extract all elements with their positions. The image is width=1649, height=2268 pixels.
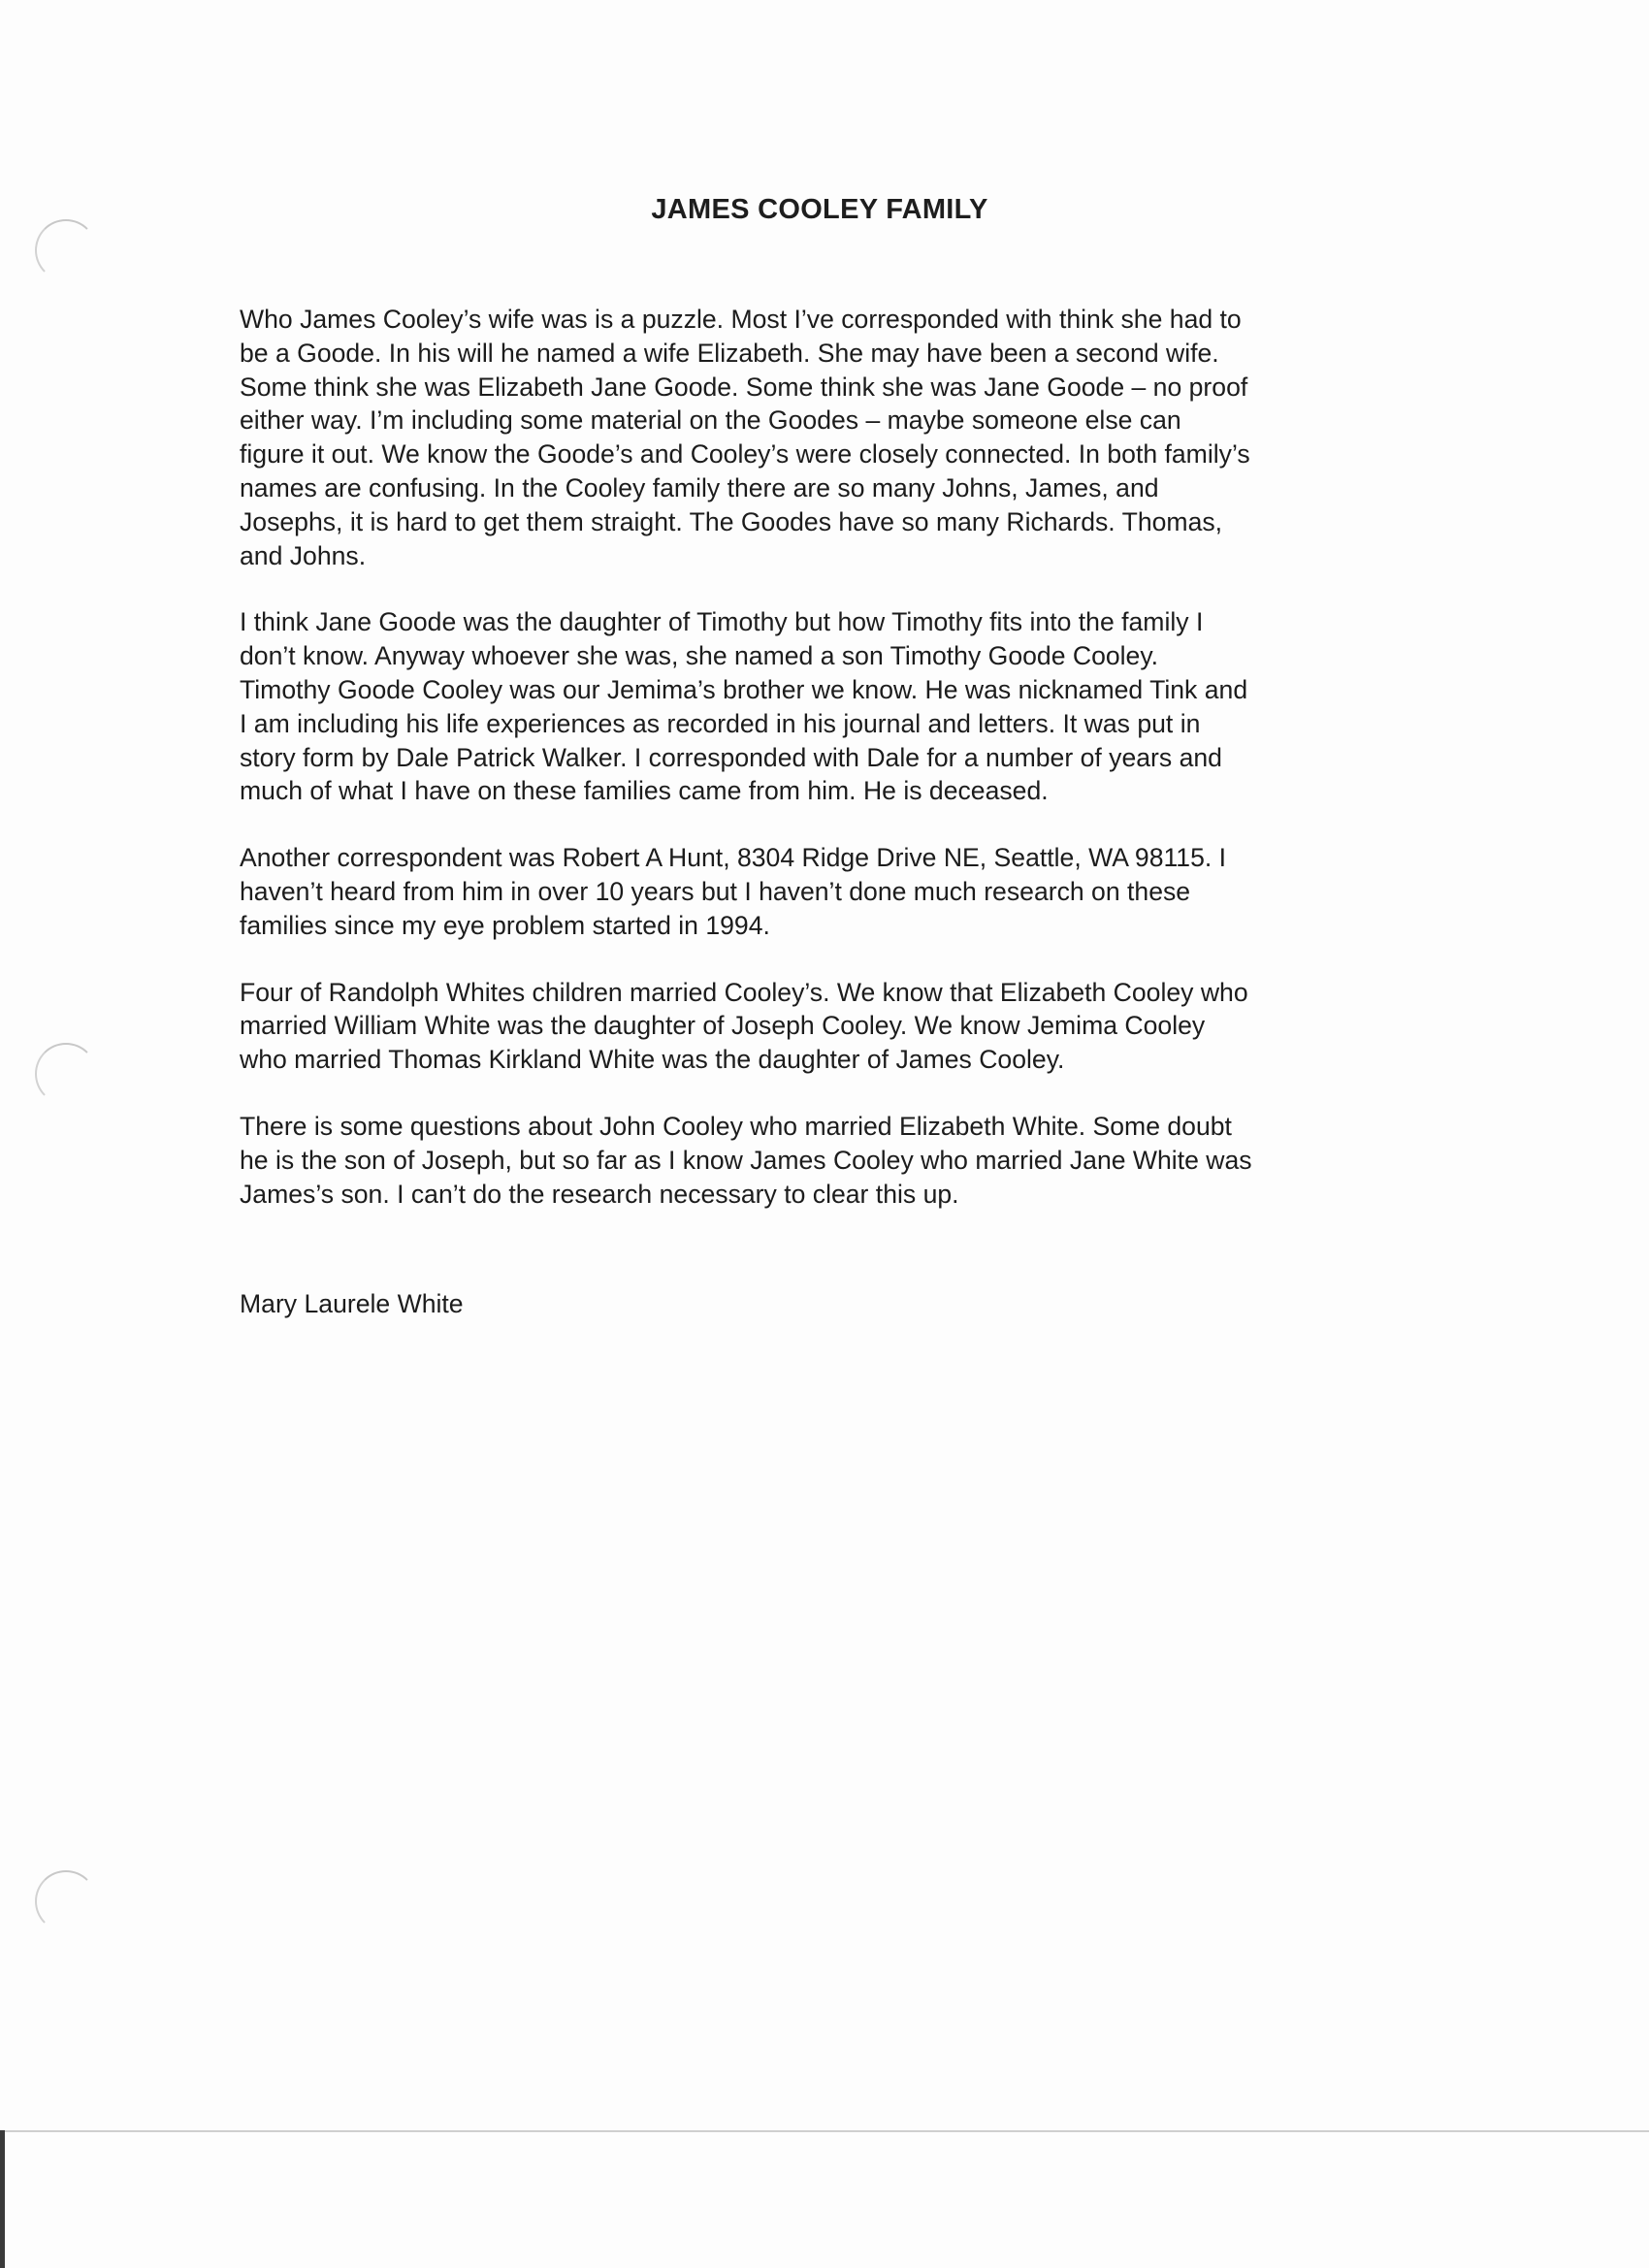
text-line: names are confusing. In the Cooley family there are so many Johns, James, and: [240, 472, 1159, 502]
punch-hole-mark: [35, 1043, 97, 1105]
punch-hole-mark: [35, 219, 97, 281]
text-line: and Johns.: [240, 540, 367, 570]
document-title: JAMES COOLEY FAMILY: [651, 194, 988, 225]
text-line: haven’t heard from him in over 10 years but I haven’t done much research on these: [240, 876, 1191, 906]
text-line: figure it out. We know the Goode’s and Cooley’s were closely connected. In both family’s: [240, 439, 1250, 470]
text-line: There is some questions about John Cooley who married Elizabeth White. Some doubt: [240, 1111, 1232, 1141]
text-line: he is the son of Joseph, but so far as I know James Cooley who married Jane White was: [240, 1145, 1252, 1175]
text-line: married William White was the daughter of Joseph Cooley. We know Jemima Cooley: [240, 1011, 1206, 1041]
text-line: families since my eye problem started in 1994.: [240, 910, 770, 940]
paragraph: [240, 605, 1423, 808]
text-line: James’s son. I can’t do the research necessary to clear this up.: [240, 1179, 959, 1209]
text-line: don’t know. Anyway whoever she was, she named a son Timothy Goode Cooley.: [240, 641, 1159, 671]
text-line: I am including his life experiences as recorded in his journal and letters. It was put in: [240, 708, 1201, 738]
scan-page-edge: [0, 2130, 1649, 2132]
text-line: either way. I’m including some material on the Goodes – maybe someone else can: [240, 405, 1181, 436]
text-line: Some think she was Elizabeth Jane Goode. Some think she was Jane Goode – no proof: [240, 372, 1248, 402]
document-body: [240, 303, 1423, 1244]
paragraph: [240, 303, 1423, 572]
author-signature: Mary Laurele White: [240, 1289, 464, 1318]
punch-hole-mark: [35, 1870, 97, 1932]
text-line: much of what I have on these families came from him. He is deceased.: [240, 776, 1049, 806]
text-line: Who James Cooley’s wife was is a puzzle. Most I’ve corresponded with think she had to: [240, 305, 1242, 334]
text-line: I think Jane Goode was the daughter of Timothy but how Timothy fits into the family I: [240, 607, 1204, 637]
text-line: Four of Randolph Whites children married Cooley’s. We know that Elizabeth Cooley who: [240, 977, 1248, 1007]
text-line: Another correspondent was Robert A Hunt, 8304 Ridge Drive NE, Seattle, WA 98115. I: [240, 843, 1227, 873]
paragraph: [240, 841, 1423, 942]
text-line: who married Thomas Kirkland White was the daughter of James Cooley.: [240, 1045, 1065, 1075]
paragraph: [240, 1110, 1423, 1211]
text-line: story form by Dale Patrick Walker. I corresponded with Dale for a number of years and: [240, 742, 1222, 772]
scan-page-edge: [0, 2130, 5, 2268]
text-line: Josephs, it is hard to get them straight. The Goodes have so many Richards. Thomas,: [240, 506, 1223, 536]
text-line: be a Goode. In his will he named a wife Elizabeth. She may have been a second wife.: [240, 338, 1219, 368]
text-line: Timothy Goode Cooley was our Jemima’s brother we know. He was nicknamed Tink and: [240, 674, 1248, 704]
paragraph: [240, 976, 1423, 1077]
